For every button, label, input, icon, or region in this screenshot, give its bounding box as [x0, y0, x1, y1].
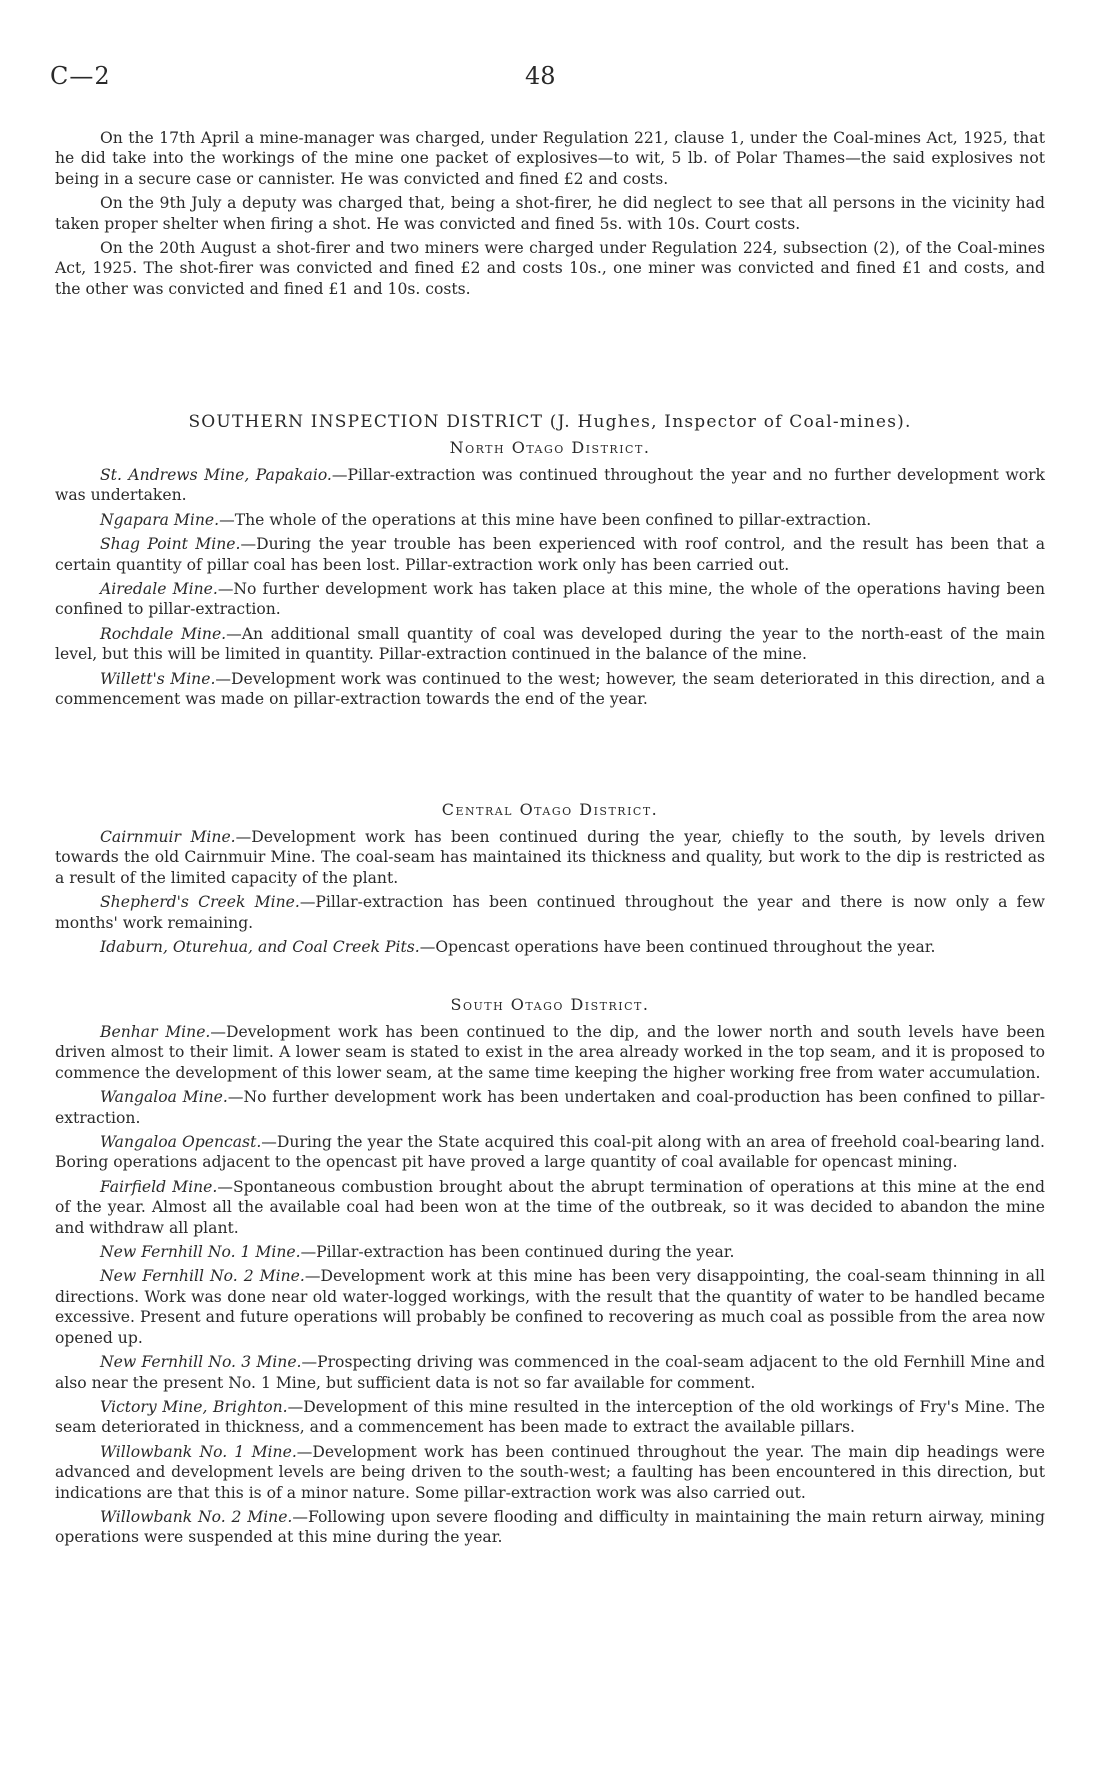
entry-paragraph: [55, 1087, 1045, 1128]
entry-text: —Following upon severe flooding and difficulty in maintaining the main return airway, mining operations were suspended at this mine during the year.: [55, 1507, 1045, 1547]
entry-text: —Pillar-extraction has been continued during the year.: [300, 1243, 735, 1262]
mine-name: Willett's Mine.: [100, 669, 216, 688]
entry-paragraph: [55, 1177, 1045, 1238]
mine-name: New Fernhill No. 3 Mine.: [100, 1353, 302, 1372]
subsection-heading: South Otago District.: [450, 995, 650, 1014]
mine-name: New Fernhill No. 1 Mine.: [100, 1243, 301, 1262]
entry-paragraph: [55, 1266, 1045, 1348]
entry-text: —No further development work has been undertaken and coal-production has been confined to pillar-extraction.: [55, 1088, 1046, 1127]
mine-name: Wangaloa Opencast.: [100, 1133, 262, 1152]
entry-text: —Opencast operations have been continued throughout the year.: [419, 938, 936, 957]
central-otago-section: [55, 800, 1045, 961]
paragraph: On the 17th April a mine-manager was charged, under Regulation 221, clause 1, under the Coal-mines Act, 1925, that he did take into the workings of the mine one packet of explosives—to wit, 5 lb. of Polar Thames—the said explosives not being in a secure case or cannister. He was convicted and fined £2 and costs.: [55, 129, 1045, 188]
entry-paragraph: [55, 827, 1045, 888]
mine-name: Airedale Mine.: [100, 580, 218, 599]
entry-paragraph: [55, 579, 1045, 620]
mine-name: St. Andrews Mine, Papakaio.: [100, 466, 332, 484]
entry-text: —The whole of the operations at this mine have been confined to pillar-extraction.: [219, 510, 872, 529]
southern-district-section: [55, 412, 1045, 713]
mine-name: Fairfield Mine.: [100, 1177, 218, 1196]
mine-name: Idaburn, Oturehua, and Coal Creek Pits.: [100, 938, 420, 957]
entry-text: —Spontaneous combustion brought about the abrupt termination of operations at this mine at the end of the year. Almost all the available coal had been won at the time of the outbreak, so it was decided to abandon the mine and withdraw all plant.: [55, 1177, 1045, 1237]
intro-block: [55, 128, 1045, 303]
entry-text: —Development work has been continued to the dip, and the lower north and south levels have been driven almost to their limit. A lower seam is stated to exist in the area already worked in the top seam, and it is proposed to commence the development of this lower seam, at the same time keeping the higher working free from water accumulation.: [55, 1023, 1045, 1082]
mine-name: Ngapara Mine.: [100, 510, 220, 529]
entry-paragraph: [55, 534, 1045, 575]
entry-text: —During the year the State acquired this coal-pit along with an area of freehold coal-bearing land. Boring operations adjacent to the opencast pit have proved a large quantity of coal available for opencast mining.: [55, 1133, 1045, 1172]
entry-paragraph: [55, 1397, 1045, 1438]
paragraph: On the 9th July a deputy was charged that, being a shot-firer, he did neglect to see that all persons in the vicinity had taken proper shelter when firing a shot. He was convicted and fined 5s. with 10s. Court costs.: [55, 194, 1045, 233]
mine-name: Rochdale Mine.: [100, 624, 227, 643]
entry-paragraph: [55, 937, 1045, 957]
entry-text: —Pillar-extraction has been continued throughout the year and there is now only a few months' work remaining.: [55, 893, 1045, 932]
entry-paragraph: [55, 1507, 1045, 1548]
entry-paragraph: [55, 624, 1045, 665]
entry-paragraph: [55, 1352, 1045, 1393]
entry-text: —An additional small quantity of coal was developed during the year to the north-east of the main level, but this will be limited in quantity. Pillar-extraction continued in the balance of the mine.: [55, 624, 1045, 664]
mine-name: Willowbank No. 1 Mine.: [100, 1442, 297, 1461]
entry-paragraph: [55, 1022, 1045, 1083]
entry-paragraph: [55, 1442, 1045, 1503]
mine-name: Willowbank No. 2 Mine.: [100, 1507, 293, 1526]
subsection-heading: North Otago District.: [449, 438, 651, 457]
mine-name: Benhar Mine.: [100, 1023, 211, 1041]
entry-paragraph: [55, 1132, 1045, 1173]
entry-text: —Development work at this mine has been very disappointing, the coal-seam thinning in all directions. Work was done near old water-logged workings, with the result that the quantity of water to be handled became excessive. Present and future operations will probably be confined to recovering as much coal as possible from the area now opened up.: [55, 1267, 1045, 1347]
mine-name: New Fernhill No. 2 Mine.: [100, 1267, 305, 1286]
entry-text: —Pillar-extraction was continued throughout the year and no further development work was undertaken.: [55, 466, 1045, 505]
entry-text: —No further development work has taken place at this mine, the whole of the operations having been confined to pillar-extraction.: [55, 580, 1045, 619]
south-otago-section: [55, 995, 1045, 1552]
section-heading: SOUTHERN INSPECTION DISTRICT (J. Hughes, Inspector of Coal-mines).: [188, 412, 912, 432]
entry-paragraph: [55, 510, 1045, 530]
entry-text: —Prospecting driving was commenced in the coal-seam adjacent to the old Fernhill Mine and also near the present No. 1 Mine, but sufficient data is not so far available for comment.: [55, 1353, 1045, 1392]
entry-paragraph: [55, 669, 1045, 710]
mine-name: Wangaloa Mine.: [100, 1088, 228, 1107]
entry-text: —Development of this mine resulted in the interception of the old workings of Fry's Mine. The seam deteriorated in thickness, and a commencement has been made to extract the available pillars.: [55, 1397, 1045, 1437]
subsection-heading: Central Otago District.: [441, 800, 659, 819]
entry-paragraph: [55, 465, 1045, 506]
page-number: 48: [525, 62, 556, 90]
mine-name: Shepherd's Creek Mine.: [100, 893, 300, 912]
entry-paragraph: [55, 892, 1045, 933]
paragraph: On the 20th August a shot-firer and two miners were charged under Regulation 224, subsection (2), of the Coal-mines Act, 1925. The shot-firer was convicted and fined £2 and costs 10s., one miner was convicted and fined £1 and costs, and the other was convicted and fined £1 and 10s. costs.: [55, 239, 1045, 298]
entry-text: —During the year trouble has been experienced with roof control, and the result has been that a certain quantity of pillar coal has been lost. Pillar-extraction work only has been carried out.: [55, 535, 1045, 574]
mine-name: Shag Point Mine.: [100, 535, 241, 554]
entry-paragraph: [55, 1242, 1045, 1262]
entry-text: —Development work has been continued throughout the year. The main dip headings were advanced and development levels are being driven to the south-west; a faulting has been encountered in this direction, but indications are that this is of a minor nature. Some pillar-extraction work was also carried out.: [55, 1442, 1045, 1502]
mine-name: Victory Mine, Brighton.: [100, 1397, 288, 1416]
section-code: C—2: [50, 62, 111, 90]
mine-name: Cairnmuir Mine.: [100, 828, 236, 846]
entry-text: —Development work has been continued during the year, chiefly to the south, by levels driven towards the old Cairnmuir Mine. The coal-seam has maintained its thickness and quality, but work to the dip is restricted as a result of the limited capacity of the plant.: [55, 828, 1045, 887]
entry-text: —Development work was continued to the west; however, the seam deteriorated in this direction, and a commencement was made on pillar-extraction towards the end of the year.: [55, 669, 1046, 709]
